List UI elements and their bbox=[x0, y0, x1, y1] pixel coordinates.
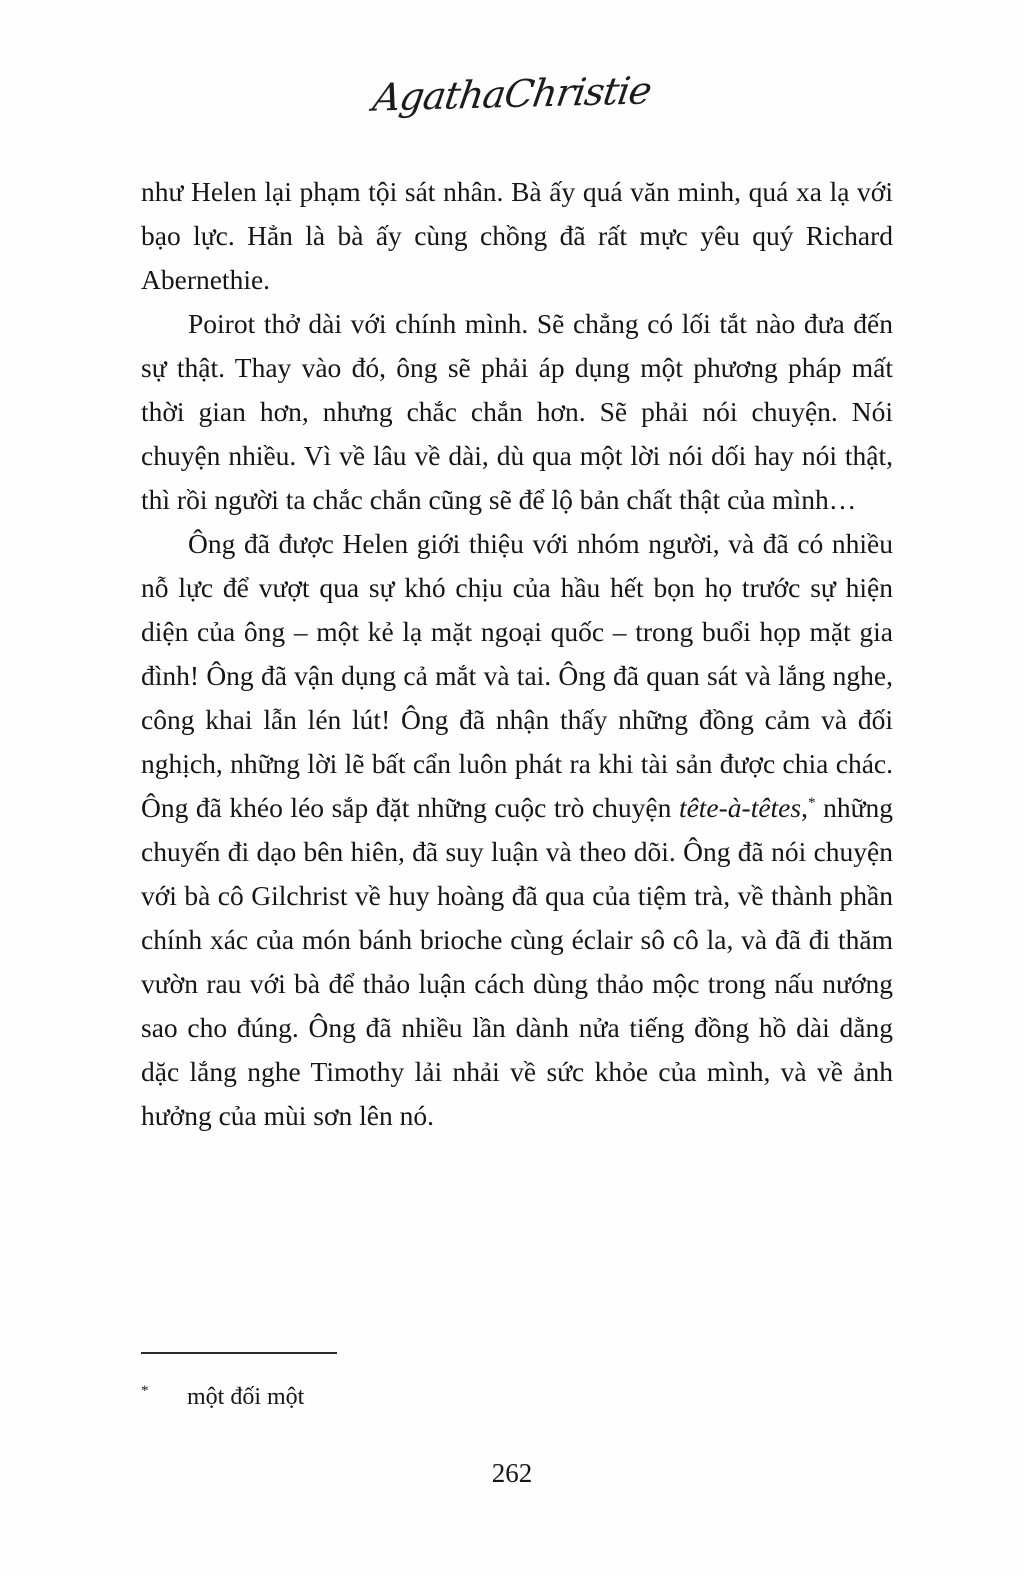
footnote-marker: * bbox=[141, 1383, 149, 1399]
footnote bbox=[141, 1376, 893, 1412]
agatha-christie-signature: AgathaChristie bbox=[370, 68, 654, 120]
header bbox=[0, 68, 1024, 120]
footnote-separator bbox=[141, 1352, 337, 1354]
paragraph: Poirot thở dài với chính mình. Sẽ chẳng có lối tắt nào đưa đến sự thật. Thay vào đó, ông sẽ phải áp dụng một phương pháp mất thời gian hơn, nhưng chắc chắn hơn. Sẽ phải nói chuyện. Nói chuyện nhiều. Vì về lâu về dài, dù qua một lời nói dối hay nói thật, thì rồi người ta chắc chắn cũng sẽ để lộ bản chất thật của mình… bbox=[141, 308, 893, 515]
footnote-area bbox=[141, 1352, 893, 1412]
body-text bbox=[141, 170, 893, 1138]
paragraph: như Helen lại phạm tội sát nhân. Bà ấy quá văn minh, quá xa lạ với bạo lực. Hẳn là bà ấy cùng chồng đã rất mực yêu quý Richard Abernethie. bbox=[141, 176, 893, 295]
paragraph: Ông đã được Helen giới thiệu với nhóm người, và đã có nhiều nỗ lực để vượt qua sự khó chịu của hầu hết bọn họ trước sự hiện diện của ông – một kẻ lạ mặt ngoại quốc – trong buổi họp mặt gia đình! Ông đã vận dụng cả mắt và tai. Ông đã quan sát và lắng nghe, công khai lẫn lén lút! Ông đã nhận thấy những đồng cảm và đối nghịch, những lời lẽ bất cẩn luôn phát ra khi tài sản được chia chác. Ông đã khéo léo sắp đặt những cuộc trò chuyện tête-à-têtes,* những chuyến đi dạo bên hiên, đã suy luận và theo dõi. Ông đã nói chuyện với bà cô Gilchrist về huy hoàng đã qua của tiệm trà, về thành phần chính xác của món bánh brioche cùng éclair sô cô la, và đã đi thăm vườn rau với bà để thảo luận cách dùng thảo mộc trong nấu nướng sao cho đúng. Ông đã nhiều lần dành nửa tiếng đồng hồ dài dằng dặc lắng nghe Timothy lải nhải về sức khỏe của mình, và về ảnh hưởng của mùi sơn lên nó. bbox=[141, 528, 893, 1131]
page-footer bbox=[0, 1458, 1024, 1489]
footnote-text: một đối một bbox=[187, 1384, 305, 1410]
page-number: 262 bbox=[491, 1458, 533, 1488]
